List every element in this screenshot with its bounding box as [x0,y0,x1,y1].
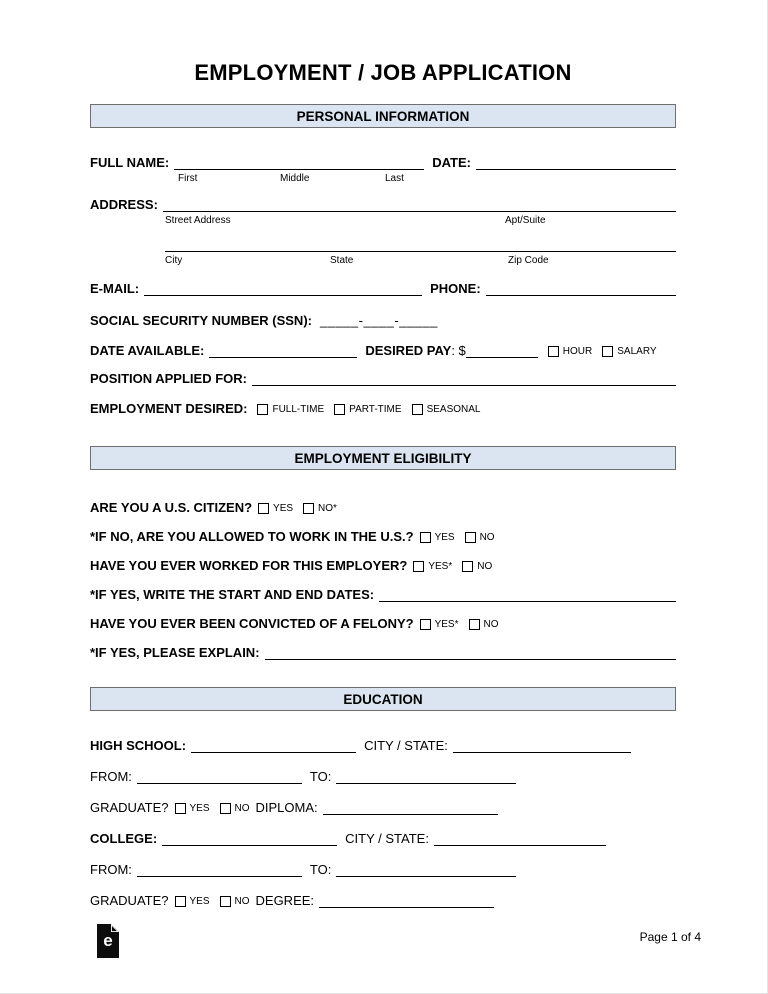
work-allowed-no-label: NO [479,532,495,543]
full-name-row [90,155,676,170]
college-city-state-input-line[interactable] [434,833,606,846]
hs-from-label: FROM: [90,769,132,784]
last-sublabel: Last [385,173,404,184]
position-row [90,371,676,386]
page-content [90,0,676,908]
apt-suite-sublabel: Apt/Suite [505,215,546,226]
employment-desired-row [90,401,676,416]
ssn-label: SOCIAL SECURITY NUMBER (SSN): [90,313,312,328]
salary-option-label: SALARY [617,346,657,357]
citizen-question-row [90,500,676,515]
state-sublabel: State [330,255,354,266]
checkbox-part-time[interactable] [334,404,345,415]
hs-graduate-yes-label: YES [189,803,210,814]
zip-sublabel: Zip Code [508,255,549,266]
desired-pay-prefix: : $ [451,343,466,358]
position-applied-label: POSITION APPLIED FOR: [90,371,247,386]
section-header-education: EDUCATION [90,687,676,711]
checkbox-worked-before-no[interactable] [462,561,473,572]
checkbox-felony-yes[interactable] [420,619,431,630]
email-label: E-MAIL: [90,281,140,296]
phone-input-line[interactable] [486,283,676,296]
checkbox-hour[interactable] [548,346,559,357]
hs-graduate-label: GRADUATE? [90,800,169,815]
college-from-label: FROM: [90,862,132,877]
college-degree-input-line[interactable] [319,895,494,908]
checkbox-hs-graduate-no[interactable] [220,803,231,814]
citizen-question-label: ARE YOU A U.S. CITIZEN? [90,500,253,515]
hs-graduate-no-label: NO [234,803,250,814]
checkbox-hs-graduate-yes[interactable] [175,803,186,814]
logo-letter: e [103,931,113,950]
checkbox-felony-no[interactable] [469,619,480,630]
section-header-personal-information: PERSONAL INFORMATION [90,104,676,128]
checkbox-college-graduate-yes[interactable] [175,896,186,907]
felony-yes-label: YES* [434,619,459,630]
hs-to-input-line[interactable] [336,771,516,784]
address-row-2 [90,237,676,252]
college-dates-row [90,862,676,877]
felony-no-label: NO [483,619,499,630]
city-sublabel: City [165,255,183,266]
citizen-no-label: NO* [318,503,337,514]
checkbox-salary[interactable] [602,346,613,357]
ssn-row [90,313,676,328]
college-graduate-row [90,893,676,908]
college-row [90,831,676,846]
college-to-input-line[interactable] [336,864,516,877]
date-label: DATE: [432,155,471,170]
college-label: COLLEGE: [90,831,158,846]
high-school-label: HIGH SCHOOL: [90,738,187,753]
street-address-input-line[interactable] [163,199,676,212]
hs-from-input-line[interactable] [137,771,302,784]
date-available-row [90,343,676,358]
worked-before-question-label: HAVE YOU EVER WORKED FOR THIS EMPLOYER? [90,558,408,573]
worked-before-question-row [90,558,676,573]
start-end-dates-input-line[interactable] [379,589,676,602]
felony-question-row [90,616,676,631]
worked-before-yes-label: YES* [428,561,453,572]
ssn-input-blanks[interactable]: _____-____-_____ [319,313,438,328]
college-graduate-yes-label: YES [189,896,210,907]
checkbox-work-allowed-yes[interactable] [420,532,431,543]
page-title: EMPLOYMENT / JOB APPLICATION [194,60,572,85]
citizen-yes-label: YES [273,503,294,514]
email-input-line[interactable] [144,283,422,296]
hour-option-label: HOUR [562,346,593,357]
college-to-label: TO: [309,862,332,877]
hs-city-state-input-line[interactable] [453,740,631,753]
position-input-line[interactable] [252,373,676,386]
city-state-zip-input-line[interactable] [165,239,676,252]
full-time-option-label: FULL-TIME [272,404,325,415]
part-time-option-label: PART-TIME [349,404,402,415]
checkbox-full-time[interactable] [257,404,268,415]
checkbox-citizen-yes[interactable] [258,503,269,514]
name-sublabels-row [90,173,676,185]
page-indicator: Page 1 of 4 [639,930,701,944]
email-phone-row [90,281,676,296]
phone-label: PHONE: [430,281,481,296]
start-end-dates-row [90,587,676,602]
college-city-state-label: CITY / STATE: [345,831,429,846]
full-name-input-line[interactable] [174,157,424,170]
work-allowed-question-label: *IF NO, ARE YOU ALLOWED TO WORK IN THE U.S.? [90,529,414,544]
section-header-employment-eligibility: EMPLOYMENT ELIGIBILITY [90,446,676,470]
hs-city-state-label: CITY / STATE: [364,738,448,753]
high-school-dates-row [90,769,676,784]
work-allowed-yes-label: YES [434,532,455,543]
high-school-graduate-row [90,800,676,815]
checkbox-seasonal[interactable] [412,404,423,415]
middle-sublabel: Middle [280,173,310,184]
felony-explain-row [90,645,676,660]
date-input-line[interactable] [476,157,676,170]
high-school-row [90,738,676,753]
checkbox-college-graduate-no[interactable] [220,896,231,907]
college-degree-label: DEGREE: [255,893,315,908]
address-sublabels-row2 [90,255,676,267]
start-end-dates-label: *IF YES, WRITE THE START AND END DATES: [90,587,375,602]
date-available-input-line[interactable] [209,345,357,358]
felony-explain-input-line[interactable] [265,647,676,660]
checkbox-worked-before-yes[interactable] [413,561,424,572]
hs-diploma-label: DIPLOMA: [255,800,318,815]
desired-pay-label: DESIRED PAY [365,343,452,358]
college-from-input-line[interactable] [137,864,302,877]
high-school-input-line[interactable] [191,740,356,753]
checkbox-citizen-no[interactable] [303,503,314,514]
hs-diploma-input-line[interactable] [323,802,498,815]
eforms-logo [97,924,119,958]
address-row [90,197,676,212]
employment-desired-label: EMPLOYMENT DESIRED: [90,401,248,416]
felony-question-label: HAVE YOU EVER BEEN CONVICTED OF A FELONY? [90,616,414,631]
full-name-label: FULL NAME: [90,155,170,170]
college-input-line[interactable] [162,833,337,846]
date-available-label: DATE AVAILABLE: [90,343,205,358]
address-label: ADDRESS: [90,197,158,212]
seasonal-option-label: SEASONAL [426,404,481,415]
checkbox-work-allowed-no[interactable] [465,532,476,543]
college-graduate-no-label: NO [234,896,250,907]
hs-to-label: TO: [309,769,332,784]
worked-before-no-label: NO [477,561,493,572]
first-sublabel: First [178,173,198,184]
felony-explain-label: *IF YES, PLEASE EXPLAIN: [90,645,260,660]
desired-pay-input-line[interactable] [466,345,538,358]
work-allowed-question-row [90,529,676,544]
address-sublabels-row1 [90,215,676,227]
college-graduate-label: GRADUATE? [90,893,169,908]
street-address-sublabel: Street Address [165,215,231,226]
